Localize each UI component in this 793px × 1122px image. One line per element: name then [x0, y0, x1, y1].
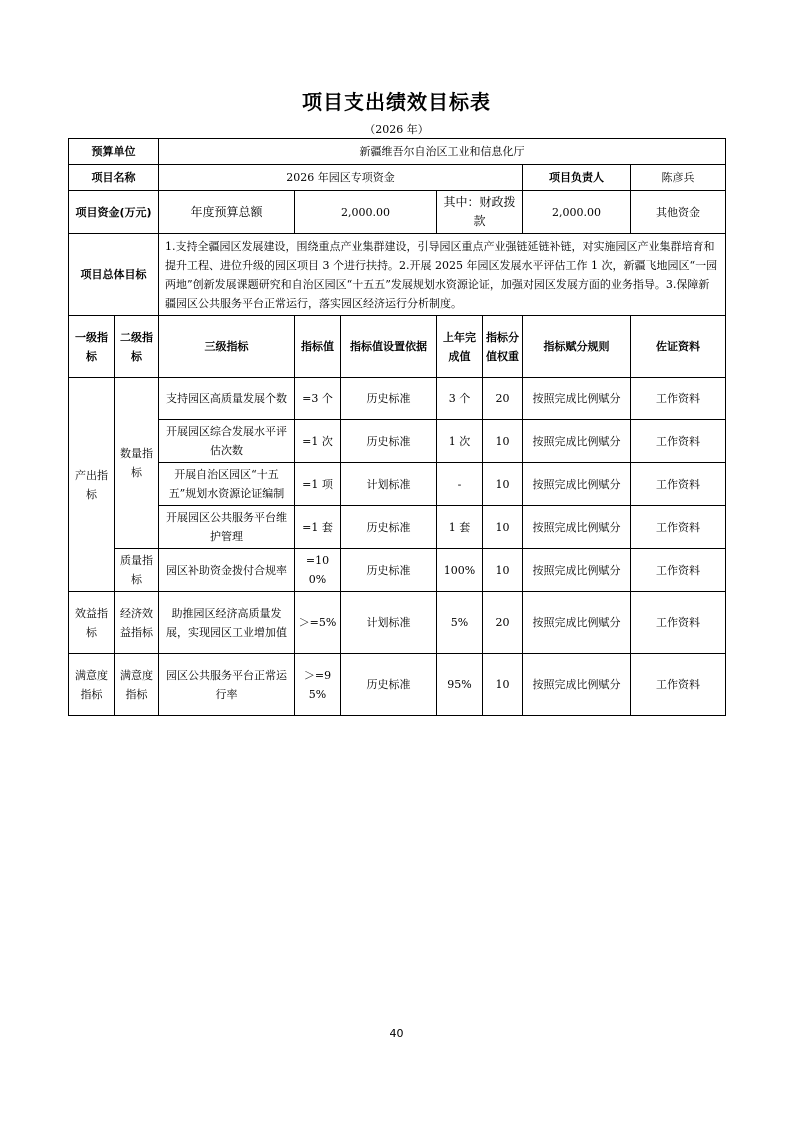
col-last: 上年完成值: [437, 316, 483, 378]
page-title: 项目支出绩效目标表: [302, 90, 491, 114]
leader-label: 项目负责人: [523, 165, 631, 191]
row-indicator: 助推园区经济高质量发展，实现园区工业增加值: [159, 592, 295, 654]
col-level2: 二级指标: [115, 316, 159, 378]
group-quality: 质量指标: [115, 549, 159, 592]
goal-text: 1.支持全疆园区发展建设，围绕重点产业集群建设，引导园区重点产业强链延链补链，对实施园区产业集群培育和提升工程、进位升级的园区项目 3 个进行扶持。2.开展 2025 年园区发展水平评估工作 1 次，新疆飞地园区“一园两地”创新发展课题研究和自治区园区“十五五”发展规划水资源论证，加强对园区发展方面的业务指导。3.保障新疆园区公共服务平台正常运行，落实园区经济运行分析制度。: [159, 234, 726, 316]
col-level1: 一级指标: [69, 316, 115, 378]
group-econ-benefit: 经济效益指标: [115, 592, 159, 654]
row-indicator: 开展自治区园区“十五五”规划水资源论证编制: [159, 463, 295, 506]
row-indicator: 开展园区综合发展水平评估次数: [159, 420, 295, 463]
fund-row: [69, 191, 726, 234]
row-basis: 历史标准: [341, 654, 437, 716]
row-last: -: [437, 463, 483, 506]
row-value: ＞=95%: [295, 654, 341, 716]
row-rule: 按照完成比例赋分: [523, 654, 631, 716]
row-weight: 20: [483, 378, 523, 420]
year-label: （2026 年）: [364, 123, 429, 136]
row-basis: 计划标准: [341, 463, 437, 506]
row-value: =1 套: [295, 506, 341, 549]
col-weight: 指标分值权重: [483, 316, 523, 378]
table-row: [69, 463, 726, 506]
row-weight: 10: [483, 549, 523, 592]
row-value: ＞=5%: [295, 592, 341, 654]
row-value: =1 项: [295, 463, 341, 506]
row-value: =1 次: [295, 420, 341, 463]
group-output: 产出指标: [69, 378, 115, 592]
page-number: 40: [389, 1027, 404, 1040]
name-row: [69, 165, 726, 191]
goal-label: 项目总体目标: [69, 234, 159, 316]
row-rule: 按照完成比例赋分: [523, 378, 631, 420]
row-evidence: 工作资料: [631, 592, 726, 654]
unit-value: 新疆维吾尔自治区工业和信息化厅: [159, 139, 726, 165]
row-basis: 历史标准: [341, 506, 437, 549]
group-benefit: 效益指标: [69, 592, 115, 654]
row-last: 1 套: [437, 506, 483, 549]
row-weight: 20: [483, 592, 523, 654]
row-rule: 按照完成比例赋分: [523, 592, 631, 654]
row-weight: 10: [483, 420, 523, 463]
row-basis: 历史标准: [341, 420, 437, 463]
row-basis: 计划标准: [341, 592, 437, 654]
unit-row: [69, 139, 726, 165]
row-indicator: 支持园区高质量发展个数: [159, 378, 295, 420]
row-rule: 按照完成比例赋分: [523, 506, 631, 549]
row-evidence: 工作资料: [631, 549, 726, 592]
group-satisfaction-sub: 满意度指标: [115, 654, 159, 716]
row-evidence: 工作资料: [631, 654, 726, 716]
row-evidence: 工作资料: [631, 378, 726, 420]
name-label: 项目名称: [69, 165, 159, 191]
col-evidence: 佐证资料: [631, 316, 726, 378]
col-value: 指标值: [295, 316, 341, 378]
fund-label: 项目资金(万元): [69, 191, 159, 234]
group-quantity: 数量指标: [115, 378, 159, 549]
row-evidence: 工作资料: [631, 506, 726, 549]
col-level3: 三级指标: [159, 316, 295, 378]
name-value: 2026 年园区专项资金: [159, 165, 523, 191]
annual-value: 2,000.00: [295, 191, 437, 234]
other-label: 其他资金: [631, 191, 726, 234]
table-row: [69, 420, 726, 463]
table-row: [69, 592, 726, 654]
row-last: 1 次: [437, 420, 483, 463]
group-satisfaction: 满意度指标: [69, 654, 115, 716]
table-row: [69, 549, 726, 592]
row-weight: 10: [483, 463, 523, 506]
row-indicator: 园区公共服务平台正常运行率: [159, 654, 295, 716]
annual-label: 年度预算总额: [159, 191, 295, 234]
row-basis: 历史标准: [341, 549, 437, 592]
unit-label: 预算单位: [69, 139, 159, 165]
row-rule: 按照完成比例赋分: [523, 549, 631, 592]
row-last: 5%: [437, 592, 483, 654]
column-header-row: [69, 316, 726, 378]
table-row: [69, 506, 726, 549]
row-evidence: 工作资料: [631, 420, 726, 463]
table-row: [69, 654, 726, 716]
table-row: [69, 378, 726, 420]
fiscal-label: 其中：财政拨款: [437, 191, 523, 234]
goal-row: [69, 234, 726, 316]
row-weight: 10: [483, 654, 523, 716]
row-rule: 按照完成比例赋分: [523, 420, 631, 463]
performance-table: [68, 138, 726, 716]
row-last: 95%: [437, 654, 483, 716]
fiscal-value: 2,000.00: [523, 191, 631, 234]
row-rule: 按照完成比例赋分: [523, 463, 631, 506]
row-last: 3 个: [437, 378, 483, 420]
row-evidence: 工作资料: [631, 463, 726, 506]
row-value: =3 个: [295, 378, 341, 420]
row-indicator: 开展园区公共服务平台维护管理: [159, 506, 295, 549]
row-weight: 10: [483, 506, 523, 549]
row-value: =100%: [295, 549, 341, 592]
col-rule: 指标赋分规则: [523, 316, 631, 378]
leader-value: 陈彦兵: [631, 165, 726, 191]
row-basis: 历史标准: [341, 378, 437, 420]
col-basis: 指标值设置依据: [341, 316, 437, 378]
row-last: 100%: [437, 549, 483, 592]
row-indicator: 园区补助资金拨付合规率: [159, 549, 295, 592]
